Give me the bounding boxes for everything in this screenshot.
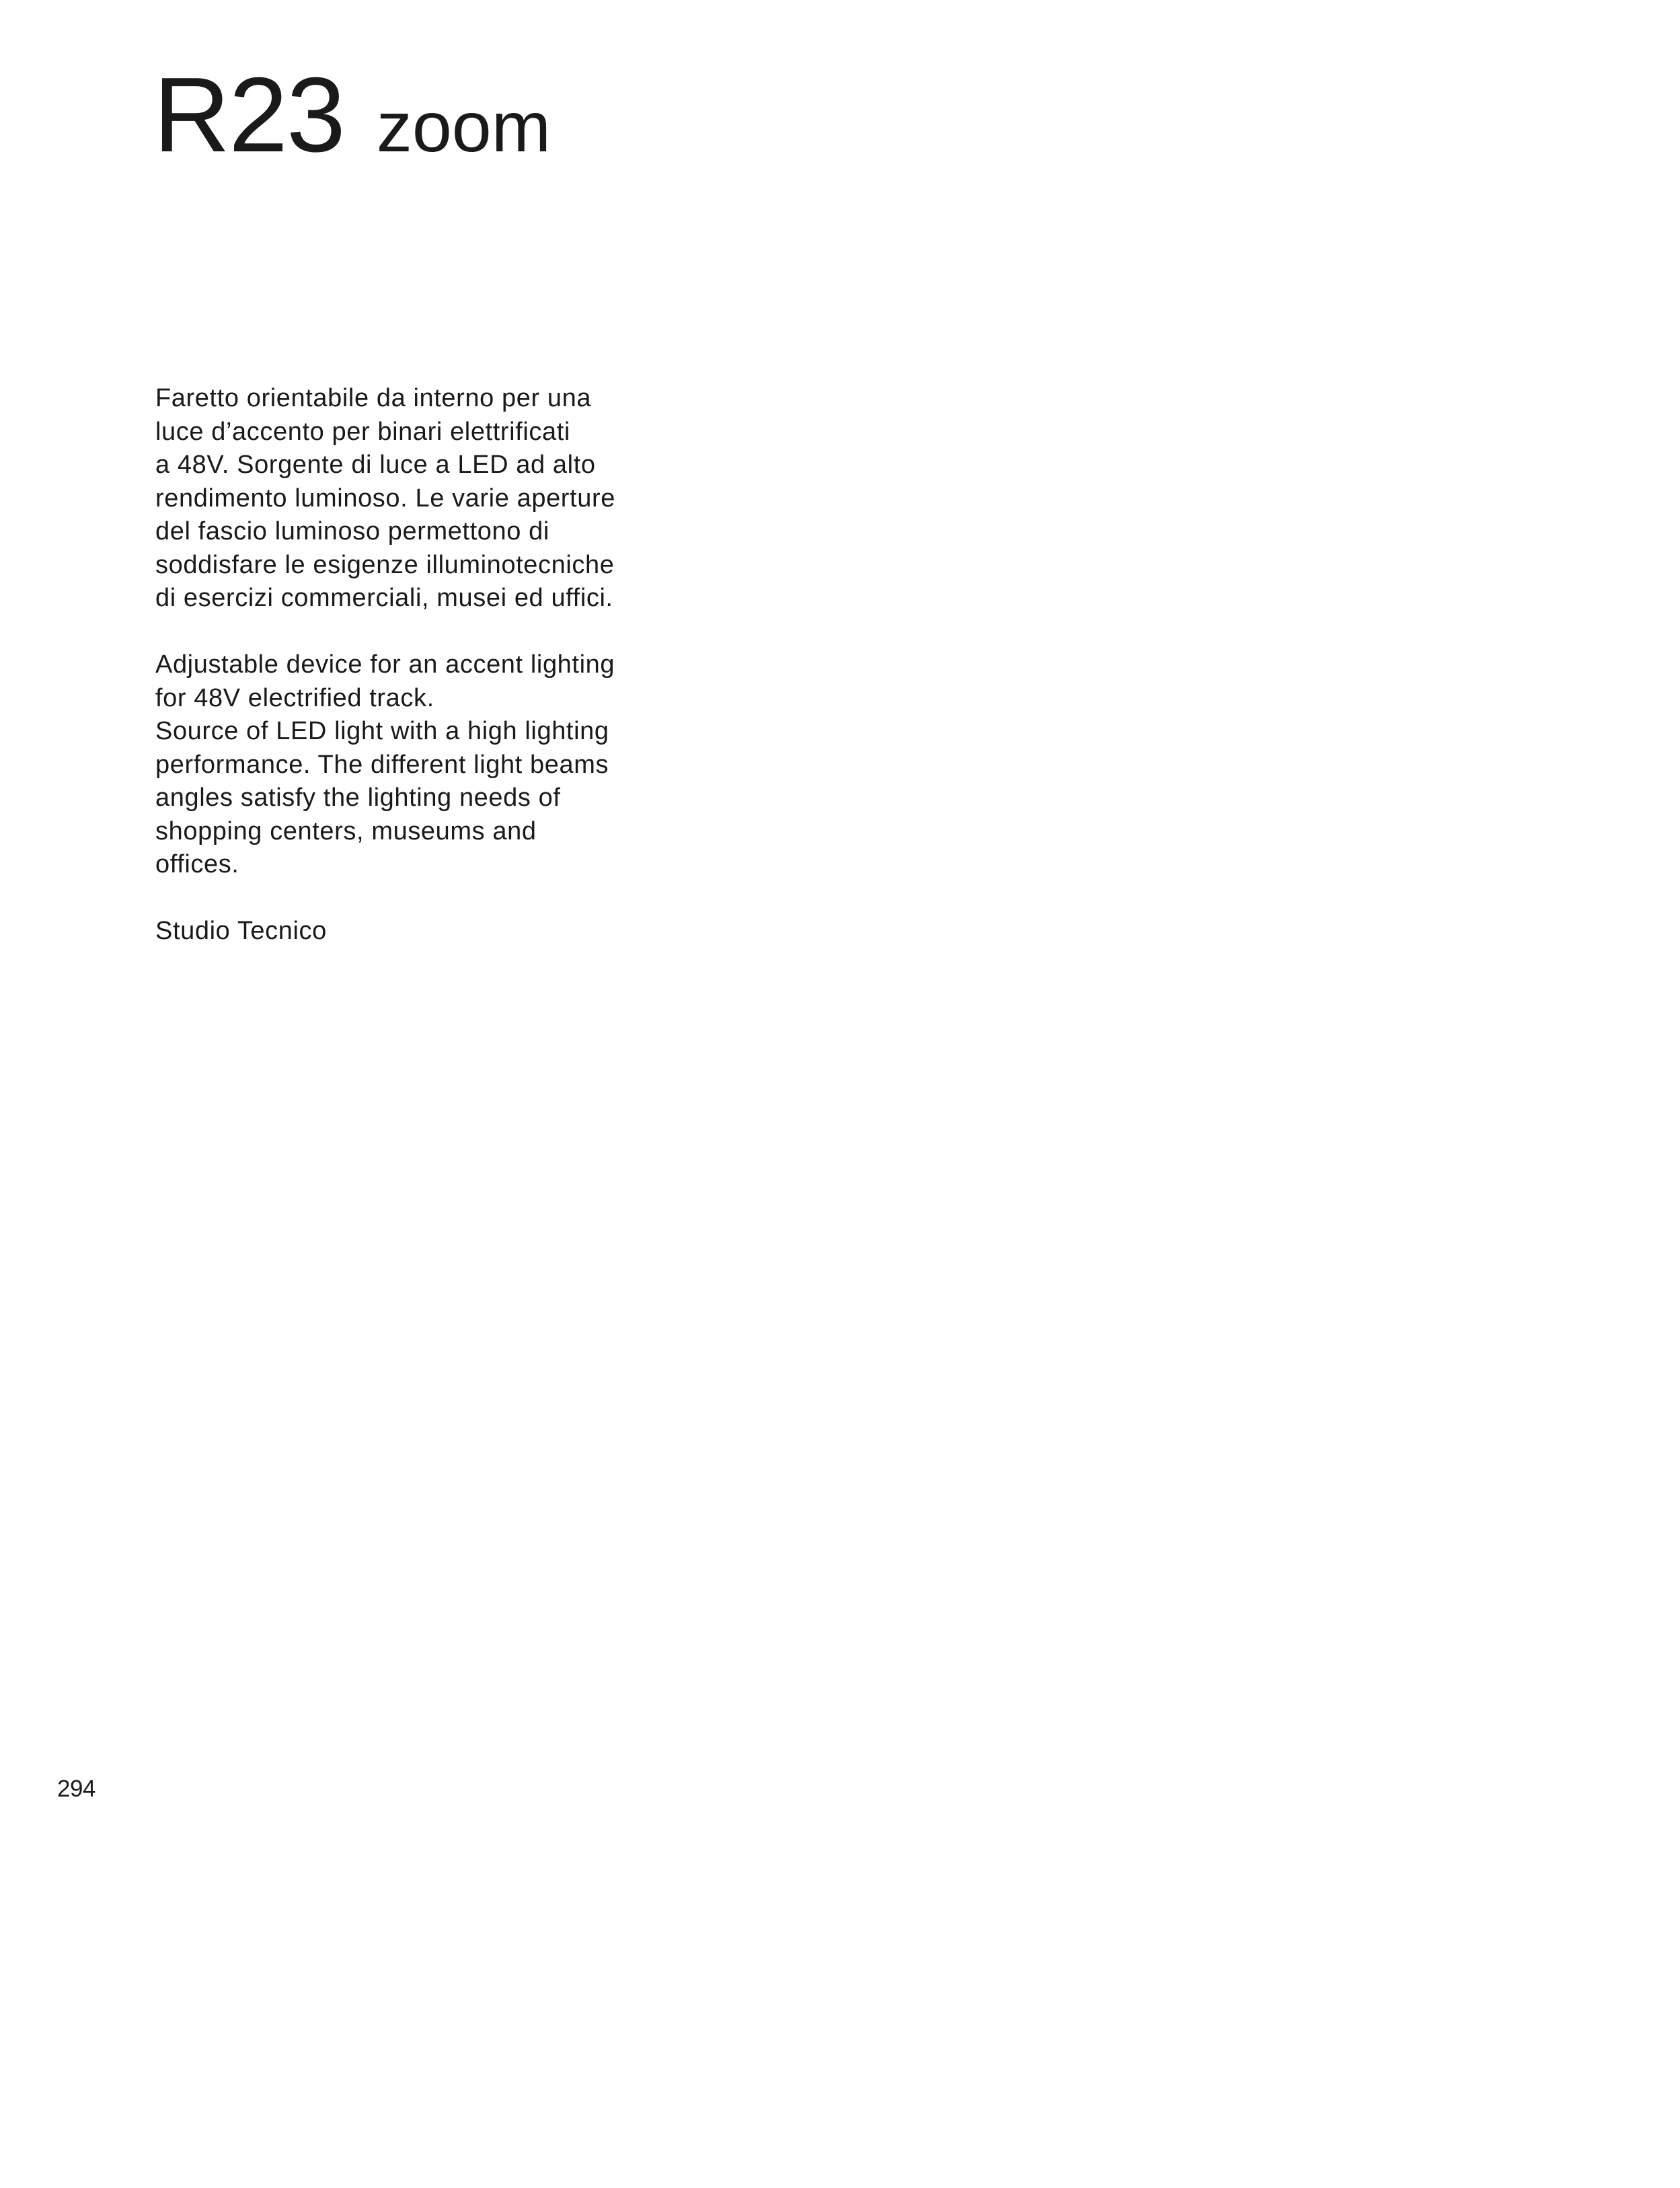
product-variant: zoom xyxy=(376,87,551,167)
description-italian xyxy=(155,382,666,615)
description-line: Faretto orientabile da interno per una xyxy=(155,384,592,412)
designer-name: Studio Tecnico xyxy=(155,917,327,945)
description-line: shopping centers, museums and xyxy=(155,817,537,845)
page-number: 294 xyxy=(57,1776,96,1802)
designer-credit xyxy=(155,915,666,948)
description-line: di esercizi commerciali, musei ed uffici. xyxy=(155,584,613,612)
description-line: for 48V electrified track. xyxy=(155,683,434,712)
description-line: a 48V. Sorgente di luce a LED ad alto xyxy=(155,451,596,479)
description-line: Source of LED light with a high lighting xyxy=(155,717,609,745)
product-description xyxy=(155,382,666,981)
product-model: R23 xyxy=(153,56,344,174)
description-line: luce d’accento per binari elettrificati xyxy=(155,417,570,446)
description-line: performance. The different light beams xyxy=(155,750,609,779)
description-line: offices. xyxy=(155,850,239,878)
description-line: angles satisfy the lighting needs of xyxy=(155,784,561,812)
description-line: del fascio luminoso permettono di xyxy=(155,517,549,545)
description-line: soddisfare le esigenze illuminotecniche xyxy=(155,550,615,579)
description-english xyxy=(155,648,666,882)
description-line: Adjustable device for an accent lighting xyxy=(155,650,615,679)
page-title xyxy=(153,56,551,174)
description-line: rendimento luminoso. Le varie aperture xyxy=(155,484,615,513)
